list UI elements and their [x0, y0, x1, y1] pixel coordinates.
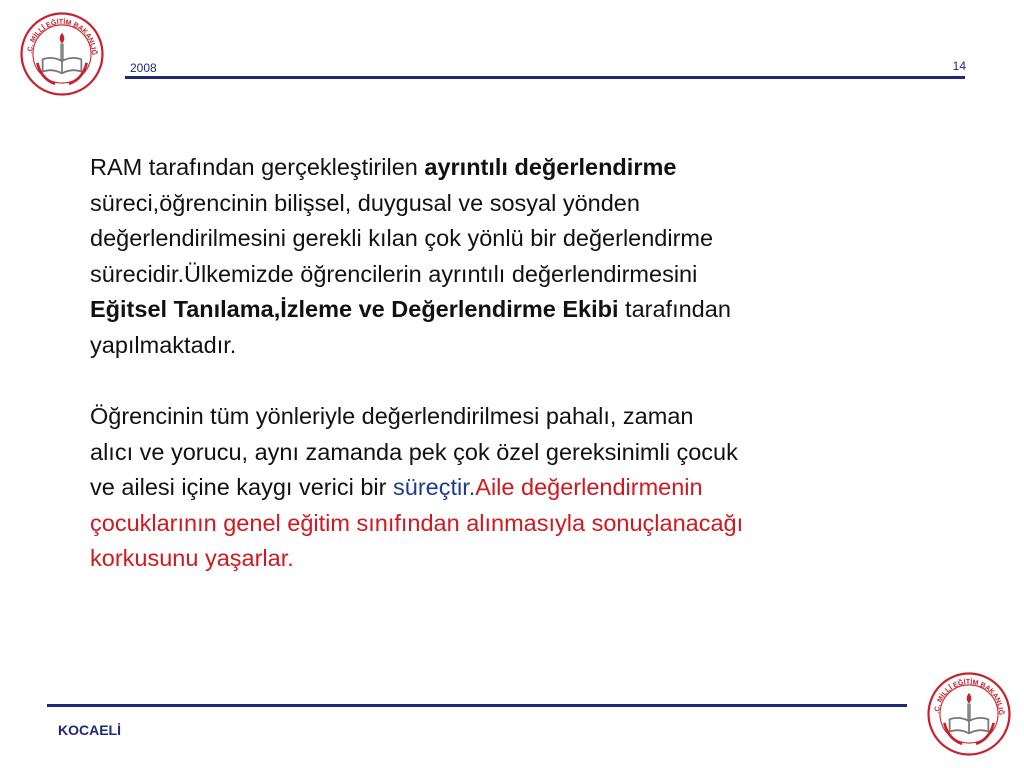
- p2-line-1: Öğrencinin tüm yönleriyle değerlendirilmesi pahalı, zaman: [90, 403, 694, 429]
- footer-divider: [47, 704, 907, 707]
- svg-text:T.C. MİLLÎ EĞİTİM BAKANLIĞI: .C. MİLLÎ EĞİTİM BAKANLIĞ: [934, 679, 1005, 716]
- p1-line-2: süreci,öğrencinin bilişsel, duygusal ve sosyal yönden: [90, 189, 640, 216]
- p2-line-3a: ve ailesi içine kaygı verici bir: [90, 474, 393, 500]
- p1-line-3: değerlendirilmesini gerekli kılan çok yönlü bir değerlendirme: [90, 225, 714, 251]
- p1-line-5-tail: tarafından: [618, 296, 731, 322]
- p2-line-4: çocuklarının genel eğitim sınıfından alınmasıyla sonuçlanacağı: [90, 509, 744, 536]
- p2-line-5: korkusunu yaşarlar.: [90, 545, 294, 571]
- paragraph-2: [84, 399, 964, 577]
- page-number: 14: [952, 59, 966, 73]
- p1-intro: RAM tarafından gerçekleştirilen: [90, 154, 425, 180]
- paragraph-1: [84, 150, 964, 363]
- p2-family-clause: Aile değerlendirmenin: [475, 474, 703, 500]
- p1-emphasis: ayrıntılı değerlendirme: [424, 154, 677, 180]
- p1-team-name: Eğitsel Tanılama,İzleme ve Değerlendirme Ekibi: [90, 296, 619, 322]
- svg-text:T.C. MİLLÎ EĞİTİM BAKANLIĞI: .C. MİLLÎ EĞİTİM BAKANLIĞ: [27, 19, 98, 56]
- header-divider: [125, 76, 965, 79]
- slide-body: [84, 150, 964, 577]
- p1-line-6: yapılmaktadır.: [90, 331, 237, 358]
- meb-emblem-icon: [18, 10, 106, 98]
- p1-line-4: sürecidir.Ülkemizde öğrencilerin ayrıntılı değerlendirmesini: [90, 260, 698, 287]
- p2-process-word: süreçtir.: [393, 474, 476, 500]
- p2-line-2: alıcı ve yorucu, aynı zamanda pek çok özel gereksinimli çocuk: [90, 438, 738, 465]
- meb-emblem-icon: [925, 670, 1013, 758]
- footer-location: KOCAELİ: [58, 722, 121, 738]
- header-year: 2008: [130, 61, 157, 75]
